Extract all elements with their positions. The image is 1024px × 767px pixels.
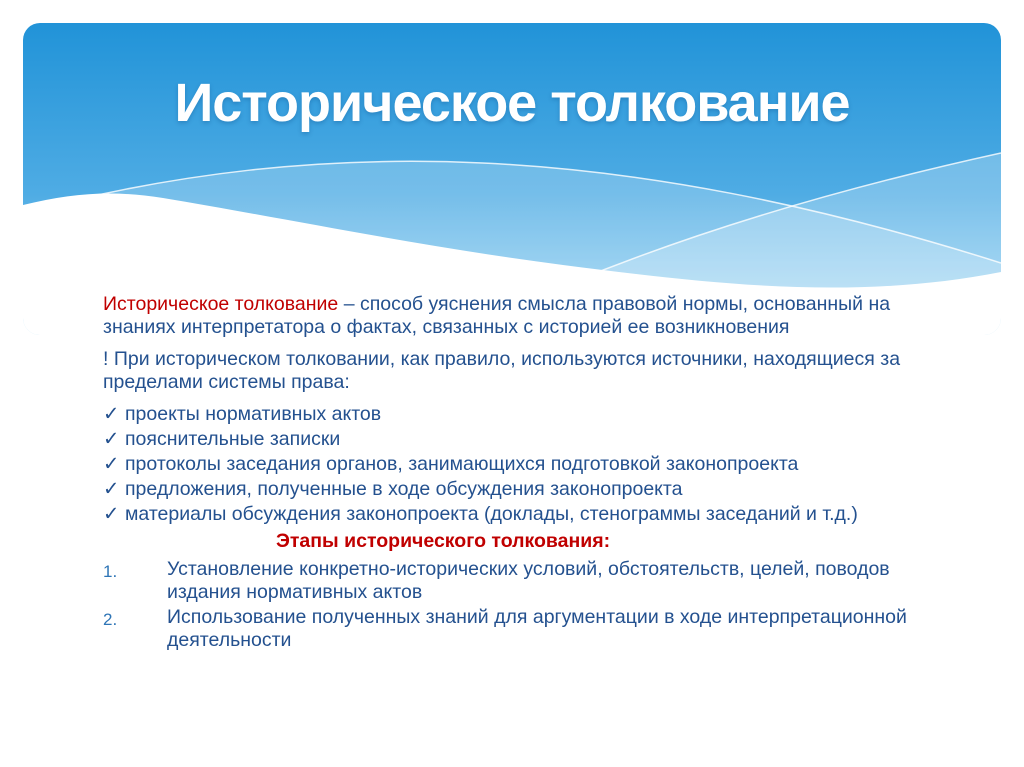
slide-body (103, 293, 937, 654)
list-item-label: материалы обсуждения законопроекта (доклады, стенограммы заседаний и т.д.) (125, 503, 858, 525)
sources-list (103, 403, 937, 526)
list-item (103, 478, 937, 501)
header-banner (23, 23, 1001, 335)
note-paragraph: ! При историческом толковании, как правило, используются источники, находящиеся за пределами системы права: (103, 348, 901, 393)
check-icon: ✓ (103, 503, 120, 525)
list-item-label: пояснительные записки (125, 428, 341, 450)
list-item-label: протоколы заседания органов, занимающихся подготовкой законопроекта (125, 453, 799, 475)
list-item (103, 428, 937, 451)
numbered-item (103, 606, 937, 652)
intro-rest: – способ уяснения смысла правовой нормы, основанный на знаниях интерпретатора о фактах, связанных с историей ее возникновения (103, 293, 891, 338)
check-icon: ✓ (103, 478, 120, 500)
list-item-label: предложения, полученные в ходе обсуждения законопроекта (125, 478, 683, 500)
item-text: Использование полученных знаний для аргументации в ходе интерпретационной деятельности (167, 606, 907, 651)
item-text: Установление конкретно-исторических условий, обстоятельств, целей, поводов издания нормативных актов (167, 558, 890, 603)
item-number: 1. (103, 562, 118, 581)
intro-highlight: Историческое толкование (103, 293, 339, 315)
item-number: 2. (103, 610, 118, 629)
stages-heading: Этапы исторического толкования: (276, 530, 611, 552)
check-icon: ✓ (103, 428, 120, 450)
check-icon: ✓ (103, 453, 120, 475)
numbered-item (103, 558, 937, 604)
slide-title: Историческое толкование (174, 73, 850, 133)
stages-list (103, 558, 937, 652)
header-wave-graphic (23, 23, 1001, 335)
list-item (103, 503, 937, 526)
list-item-label: проекты нормативных актов (125, 403, 382, 425)
list-item (103, 453, 937, 476)
intro-paragraph (103, 293, 937, 339)
list-item (103, 403, 937, 426)
check-icon: ✓ (103, 403, 120, 425)
